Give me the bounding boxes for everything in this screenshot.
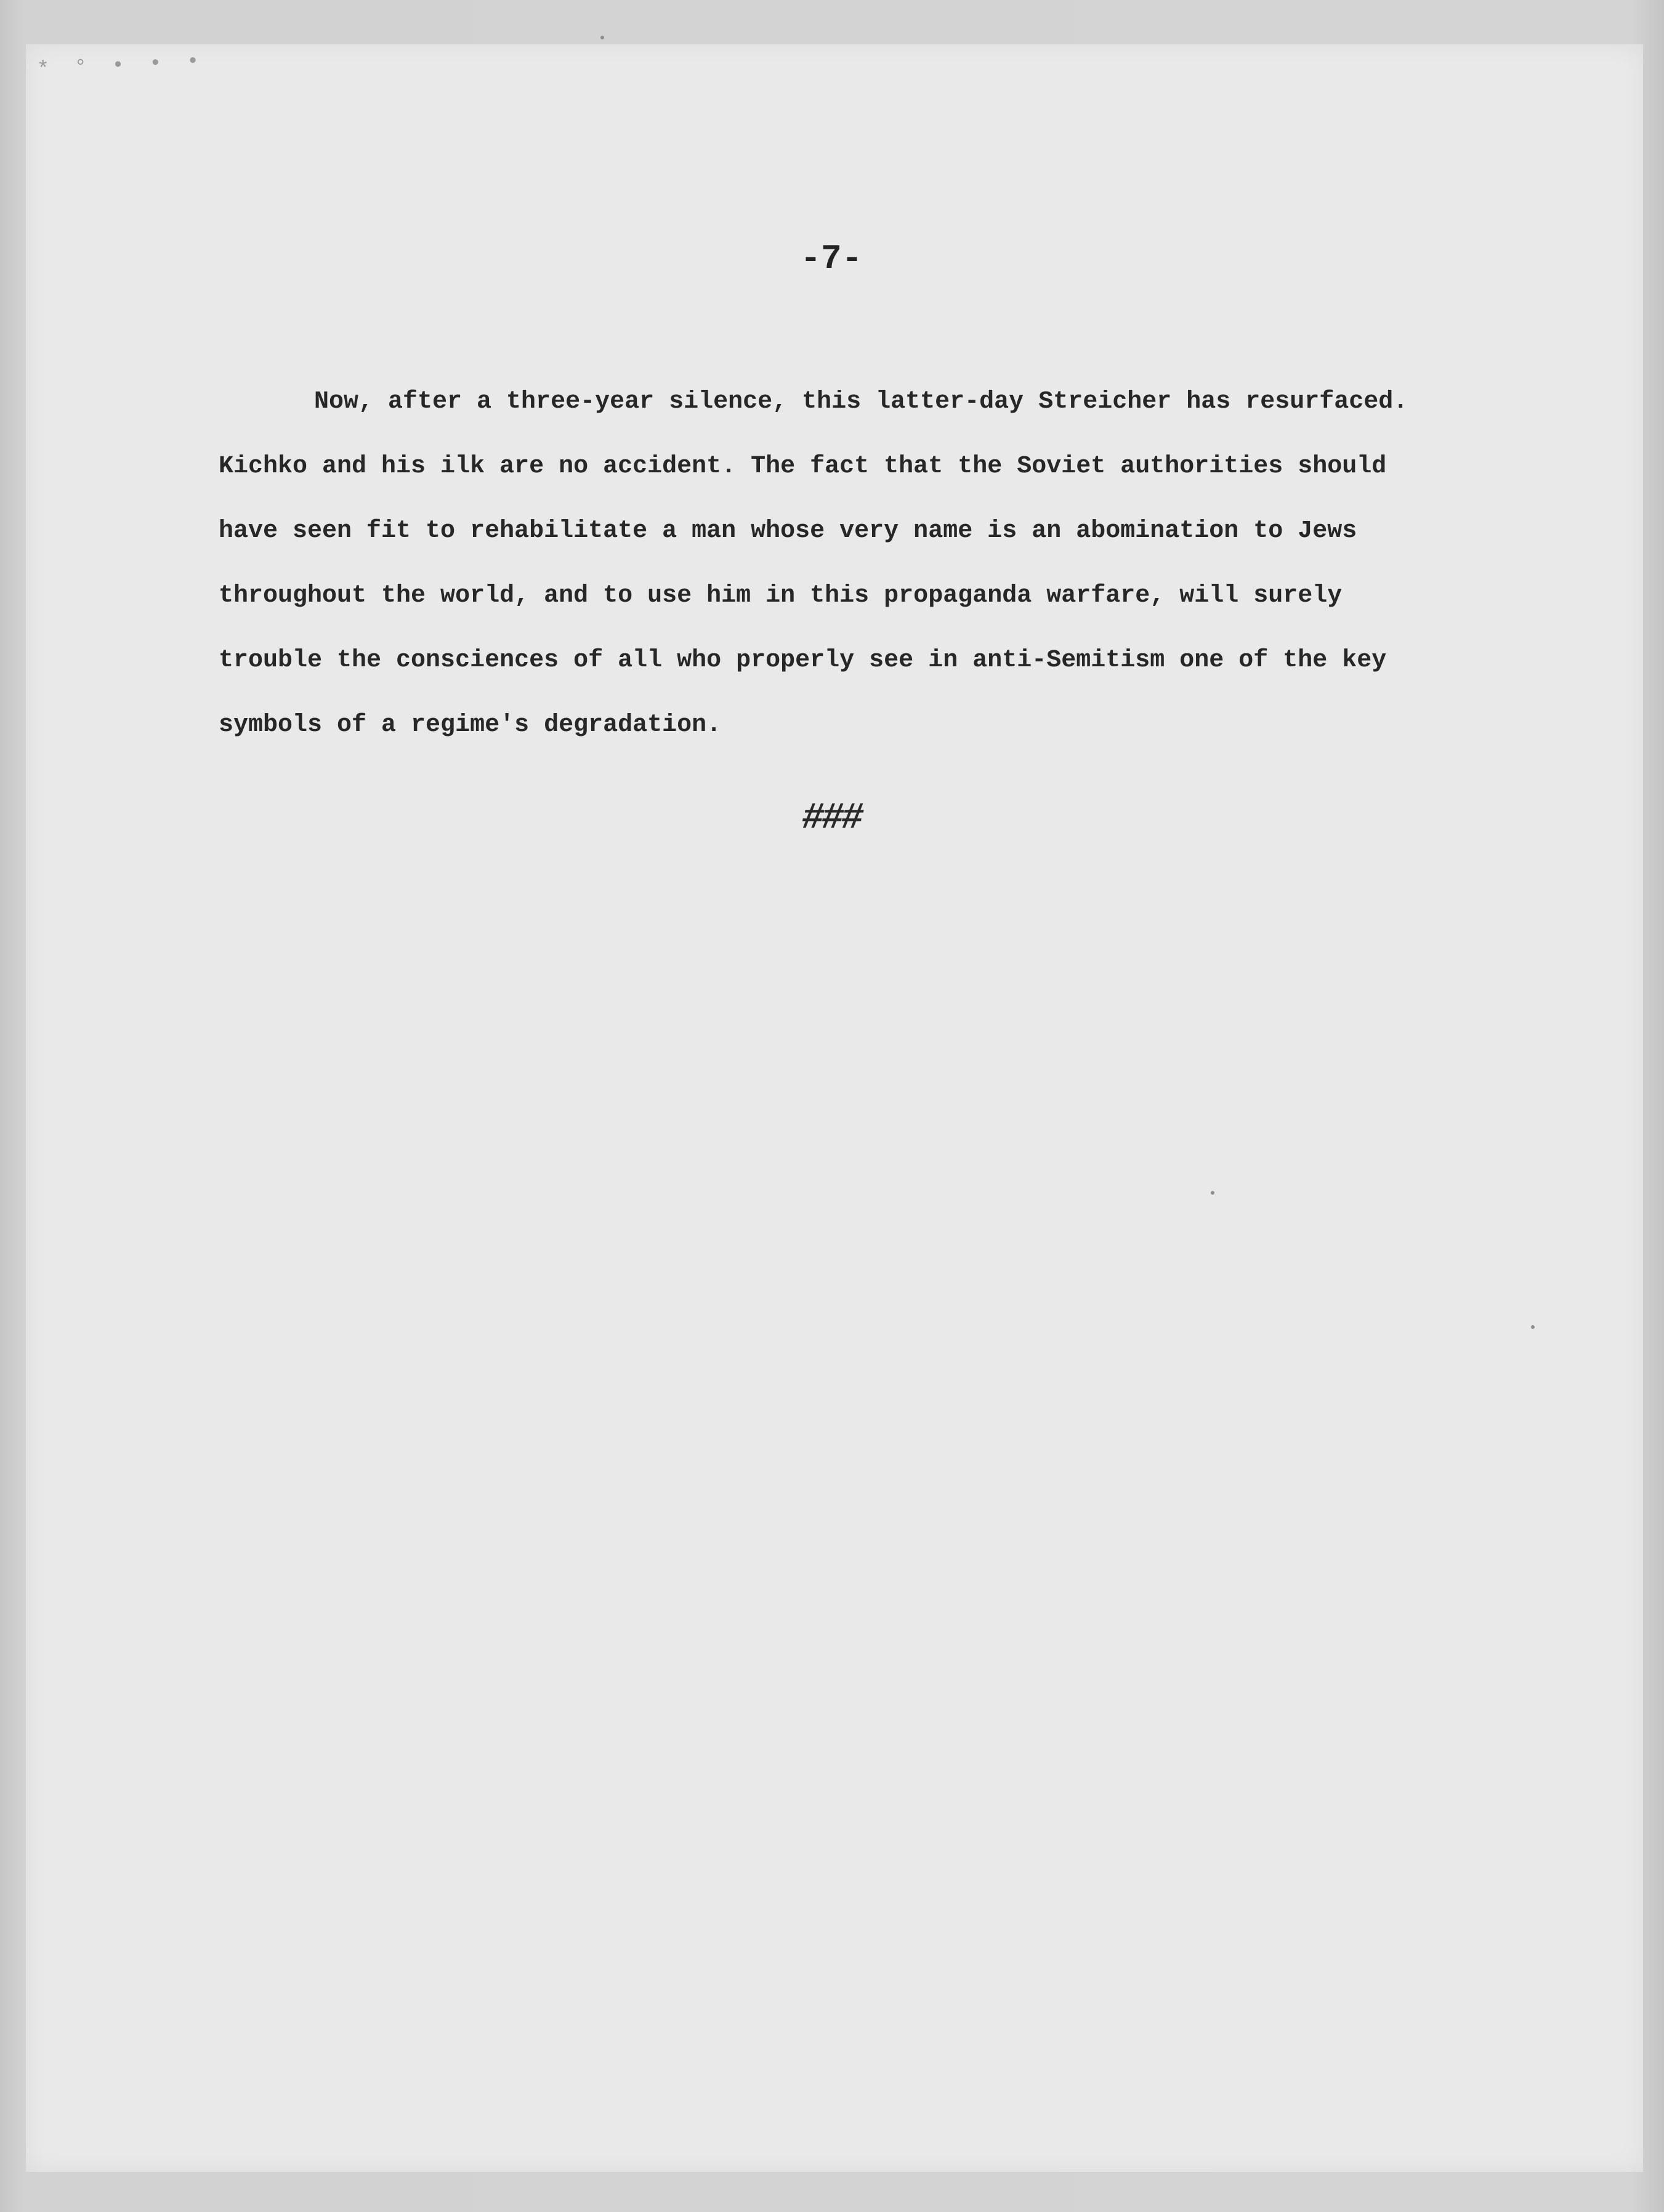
paragraph-line: trouble the consciences of all who properly see in anti-Semitism one of the key — [219, 647, 1387, 674]
corner-pencil-marks: * ° • • • — [36, 49, 206, 83]
paragraph-line: throughout the world, and to use him in this propaganda warfare, will surely — [219, 582, 1343, 610]
scan-speck — [1211, 1191, 1214, 1195]
paragraph-line: have seen fit to rehabilitate a man whose very name is an abomination to Jews — [219, 517, 1357, 545]
end-of-document-mark: ### — [798, 797, 865, 839]
scan-speck — [600, 36, 604, 39]
paragraph-line: symbols of a regime's degradation. — [219, 711, 722, 739]
paragraph-line: Kichko and his ilk are no accident. The fact that the Soviet authorities should — [219, 453, 1387, 480]
scan-speck — [1531, 1325, 1535, 1329]
document-page — [26, 44, 1643, 2172]
page-number: -7- — [800, 239, 863, 278]
body-paragraph — [219, 369, 1537, 757]
paragraph-line: Now, after a three-year silence, this latter-day Streicher has resurfaced. — [314, 388, 1408, 416]
